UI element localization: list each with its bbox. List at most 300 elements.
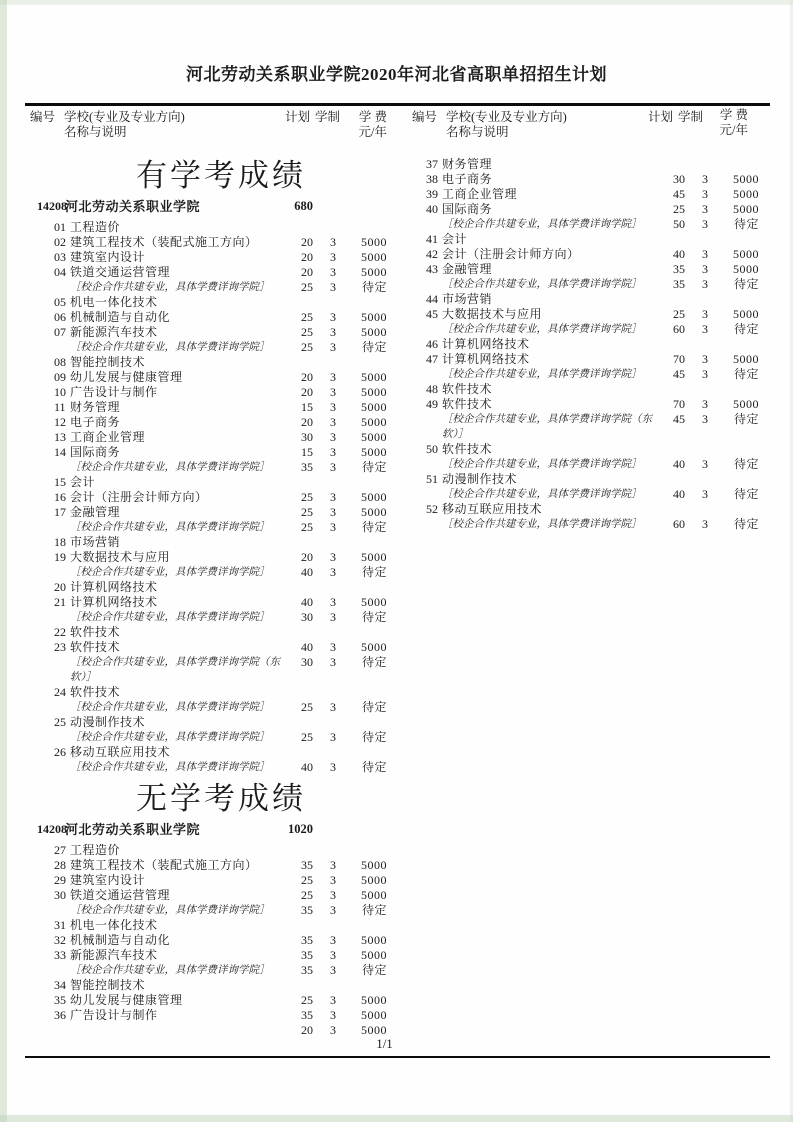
years-value: 3: [330, 963, 336, 977]
years-value: 3: [330, 385, 336, 399]
years-value: 3: [330, 1008, 336, 1022]
plan-value: 35: [301, 963, 313, 977]
fee-value: 待定: [361, 280, 387, 294]
fee-value: 待定: [361, 700, 387, 714]
fee-value: 5000: [361, 325, 387, 339]
fee-value: 5000: [361, 948, 387, 962]
plan-value: 60: [673, 517, 685, 531]
program-name: 移动互联应用技术: [442, 502, 543, 516]
years-value: 3: [702, 487, 708, 501]
years-value: 3: [702, 187, 708, 201]
program-number: 52: [426, 502, 438, 516]
plan-value: 70: [673, 352, 685, 366]
program-number: 34: [54, 978, 66, 992]
fee-value: 5000: [361, 400, 387, 414]
program-name: 大数据技术与应用: [70, 550, 171, 564]
years-value: 3: [330, 250, 336, 264]
fee-value: 5000: [361, 370, 387, 384]
program-number: 06: [54, 310, 66, 324]
plan-value: 20: [301, 265, 313, 279]
school-plan-total: 680: [294, 199, 313, 213]
fee-value: 5000: [733, 172, 759, 186]
plan-value: 30: [301, 610, 313, 624]
program-name: 国际商务: [442, 202, 493, 216]
program-name: 智能控制技术: [70, 355, 146, 369]
plan-value: 45: [673, 187, 685, 201]
program-number: 33: [54, 948, 66, 962]
program-number: 30: [54, 888, 66, 902]
plan-value: 45: [673, 412, 685, 426]
fee-value: 5000: [361, 250, 387, 264]
program-name: 计算机网络技术: [442, 352, 530, 366]
years-value: 3: [330, 730, 336, 744]
program-number: 46: [426, 337, 438, 351]
program-note-text: ［校企合作共建专业，具体学费详询学院］: [442, 489, 642, 500]
fee-value: 待定: [361, 460, 387, 474]
table-column-right: [402, 152, 759, 532]
fee-value: 5000: [361, 993, 387, 1007]
fee-value: 待定: [361, 730, 387, 744]
years-value: 3: [330, 415, 336, 429]
fee-value: 5000: [361, 265, 387, 279]
fee-value: 5000: [733, 247, 759, 261]
years-value: 3: [330, 490, 336, 504]
col-header-no-right: 编号: [412, 110, 438, 124]
program-name: 电子商务: [70, 415, 121, 429]
plan-value: 25: [673, 307, 685, 321]
program-number: 10: [54, 385, 66, 399]
plan-value: 20: [301, 235, 313, 249]
col-header-plan-left: 计划: [285, 110, 311, 124]
scan-edge-left: [0, 0, 7, 1122]
program-number: 31: [54, 918, 66, 932]
fee-value: 5000: [733, 397, 759, 411]
program-number: 01: [54, 220, 66, 234]
program-note-text: ［校企合作共建专业，具体学费详询学院］: [442, 519, 642, 530]
program-name: 财务管理: [442, 157, 493, 171]
plan-value: 25: [301, 700, 313, 714]
col-header-name-right: [446, 110, 567, 140]
program-name: 软件技术: [442, 382, 493, 396]
fee-value: 5000: [361, 595, 387, 609]
plan-value: 25: [301, 325, 313, 339]
program-note-text: ［校企合作共建专业，具体学费详询学院］: [442, 324, 642, 335]
program-note: [402, 457, 657, 472]
program-note: [30, 340, 285, 355]
plan-value: 35: [301, 933, 313, 947]
program-number: 39: [426, 187, 438, 201]
program-name: 移动互联应用技术: [70, 745, 171, 759]
program-number: 50: [426, 442, 438, 456]
years-value: 3: [702, 262, 708, 276]
col-header-no-left: 编号: [30, 110, 56, 124]
years-value: 3: [330, 1023, 336, 1037]
program-name: 铁道交通运营管理: [70, 265, 171, 279]
program-note: [30, 700, 285, 715]
years-value: 3: [330, 760, 336, 774]
years-value: 3: [330, 550, 336, 564]
program-name: 广告设计与制作: [70, 385, 158, 399]
years-value: 3: [330, 948, 336, 962]
fee-value: 待定: [733, 277, 759, 291]
years-value: 3: [330, 993, 336, 1007]
fee-value: 待定: [733, 217, 759, 231]
header-rule: [25, 103, 770, 106]
program-note-text: ［校企合作共建专业，具体学费详询学院］: [70, 702, 270, 713]
program-note-text: ［校企合作共建专业，具体学费详询学院］: [442, 219, 642, 230]
plan-value: 25: [301, 730, 313, 744]
program-number: 14: [54, 445, 66, 459]
fee-value: 5000: [733, 187, 759, 201]
program-row: [30, 640, 387, 669]
plan-value: 25: [301, 310, 313, 324]
school-code: 14208: [37, 822, 67, 836]
years-value: 3: [702, 277, 708, 291]
program-note: [402, 217, 657, 232]
program-number: 07: [54, 325, 66, 339]
col-header-years-left: 学制: [315, 110, 341, 124]
years-value: 3: [330, 400, 336, 414]
plan-value: 20: [301, 370, 313, 384]
program-note-text: ［校企合作共建专业，具体学费详询学院］: [70, 732, 270, 743]
section-title: 无学考成绩: [136, 781, 306, 816]
fee-value: 待定: [733, 412, 759, 426]
fee-value: 待定: [733, 487, 759, 501]
program-name: 会计: [70, 475, 96, 489]
col-header-fee-left: [342, 110, 387, 140]
program-note: [30, 655, 285, 685]
program-number: 16: [54, 490, 66, 504]
fee-value: 5000: [361, 415, 387, 429]
years-value: 3: [702, 217, 708, 231]
program-name: 建筑室内设计: [70, 873, 146, 887]
fee-value: 待定: [733, 517, 759, 531]
school-row: [30, 822, 387, 837]
program-number: 27: [54, 843, 66, 857]
fee-value: 待定: [361, 520, 387, 534]
plan-value: 40: [673, 457, 685, 471]
years-value: 3: [330, 610, 336, 624]
program-name: 工程造价: [70, 220, 121, 234]
program-name: 铁道交通运营管理: [70, 888, 171, 902]
years-value: 3: [330, 933, 336, 947]
years-value: 3: [702, 202, 708, 216]
program-row: [402, 397, 759, 426]
fee-value: 5000: [361, 550, 387, 564]
page-number: 1/1: [376, 1036, 393, 1051]
years-value: 3: [330, 325, 336, 339]
program-name: 计算机网络技术: [70, 580, 158, 594]
program-note: [30, 963, 285, 978]
program-name: 智能控制技术: [70, 978, 146, 992]
plan-value: 25: [301, 888, 313, 902]
program-number: 25: [54, 715, 66, 729]
years-value: 3: [330, 265, 336, 279]
program-name: 工商企业管理: [70, 430, 146, 444]
program-note-text: ［校企合作共建专业，具体学费详询学院］: [442, 459, 642, 470]
years-value: 3: [702, 457, 708, 471]
program-number: 20: [54, 580, 66, 594]
program-number: 38: [426, 172, 438, 186]
program-name: 软件技术: [70, 640, 121, 654]
program-name: 软件技术: [442, 442, 493, 456]
plan-value: 35: [673, 262, 685, 276]
years-value: 3: [330, 888, 336, 902]
fee-value: 5000: [361, 310, 387, 324]
program-note-text: ［校企合作共建专业，具体学费详询学院］: [70, 612, 270, 623]
years-value: 3: [702, 367, 708, 381]
program-name: 建筑工程技术（装配式施工方向）: [70, 858, 258, 872]
program-name: 会计: [442, 232, 468, 246]
years-value: 3: [702, 172, 708, 186]
program-note: [30, 610, 285, 625]
plan-value: 20: [301, 1023, 313, 1037]
plan-value: 25: [301, 340, 313, 354]
years-value: 3: [330, 565, 336, 579]
program-name: 机械制造与自动化: [70, 933, 171, 947]
fee-value: 待定: [361, 610, 387, 624]
document-title: 河北劳动关系职业学院2020年河北省高职单招招生计划: [186, 65, 607, 84]
program-number: 17: [54, 505, 66, 519]
program-note: [402, 517, 657, 532]
program-name: 工程造价: [70, 843, 121, 857]
fee-value: 5000: [361, 1023, 387, 1037]
years-value: 3: [330, 445, 336, 459]
col-header-name-line2: 名称与说明: [446, 125, 509, 139]
years-value: 3: [330, 460, 336, 474]
col-header-name-line2: 名称与说明: [64, 125, 127, 139]
program-note-text: ［校企合作共建专业，具体学费详询学院］: [442, 279, 642, 290]
program-name: 计算机网络技术: [442, 337, 530, 351]
program-number: 22: [54, 625, 66, 639]
program-name: 机电一体化技术: [70, 918, 158, 932]
plan-value: 40: [673, 247, 685, 261]
program-name: 会计（注册会计师方向）: [70, 490, 208, 504]
program-name: 国际商务: [70, 445, 121, 459]
program-name: 机电一体化技术: [70, 295, 158, 309]
program-number: 13: [54, 430, 66, 444]
plan-value: 35: [301, 948, 313, 962]
program-note-text: ［校企合作共建专业，具体学费详询学院］: [70, 905, 270, 916]
plan-value: 20: [301, 550, 313, 564]
fee-value: 待定: [361, 903, 387, 917]
fee-value: 5000: [733, 262, 759, 276]
years-value: 3: [702, 352, 708, 366]
program-number: 44: [426, 292, 438, 306]
fee-value: 5000: [361, 385, 387, 399]
years-value: 3: [330, 505, 336, 519]
plan-value: 20: [301, 385, 313, 399]
program-note: [30, 903, 285, 918]
program-note-text: ［校企合作共建专业，具体学费详询学院］: [70, 762, 270, 773]
fee-value: 5000: [361, 888, 387, 902]
program-note-text: ［校企合作共建专业，具体学费详询学院］: [442, 369, 642, 380]
program-name: 动漫制作技术: [442, 472, 518, 486]
col-header-plan-right: 计划: [648, 110, 674, 124]
program-note: [30, 565, 285, 580]
program-number: 08: [54, 355, 66, 369]
years-value: 3: [330, 903, 336, 917]
school-row: [30, 199, 387, 214]
program-name: 市场营销: [70, 535, 121, 549]
program-name: 软件技术: [70, 625, 121, 639]
program-note-text: ［校企合作共建专业，具体学费详询学院］: [70, 522, 270, 533]
col-header-fee-right: [703, 108, 748, 138]
plan-value: 25: [301, 505, 313, 519]
program-note: [30, 280, 285, 295]
program-number: 02: [54, 235, 66, 249]
plan-value: 35: [301, 903, 313, 917]
program-name: 金融管理: [70, 505, 121, 519]
plan-value: 60: [673, 322, 685, 336]
years-value: 3: [330, 370, 336, 384]
school-name: 河北劳动关系职业学院: [65, 199, 201, 214]
fee-value: 待定: [733, 367, 759, 381]
plan-value: 40: [301, 565, 313, 579]
fee-value: 5000: [361, 505, 387, 519]
col-header-fee-line1: 学 费: [358, 110, 387, 124]
col-header-name-line1: 学校(专业及专业方向): [446, 110, 567, 124]
section-title: 有学考成绩: [136, 158, 306, 193]
col-header-years-right: 学制: [678, 110, 704, 124]
fee-value: 待定: [733, 322, 759, 336]
years-value: 3: [330, 873, 336, 887]
years-value: 3: [702, 412, 708, 426]
years-value: 3: [702, 307, 708, 321]
program-note-text: ［校企合作共建专业，具体学费详询学院］: [70, 342, 270, 353]
fee-value: 待定: [361, 760, 387, 774]
program-number: 51: [426, 472, 438, 486]
program-number: 47: [426, 352, 438, 366]
fee-value: 5000: [361, 1008, 387, 1022]
program-name: 大数据技术与应用: [442, 307, 543, 321]
plan-value: 40: [301, 760, 313, 774]
fee-value: 5000: [361, 430, 387, 444]
fee-value: 5000: [361, 490, 387, 504]
plan-value: 35: [301, 858, 313, 872]
years-value: 3: [330, 640, 336, 654]
program-note: [30, 460, 285, 475]
years-value: 3: [702, 397, 708, 411]
program-note-text: ［校企合作共建专业，具体学费详询学院］: [70, 282, 270, 293]
fee-value: 待定: [361, 655, 387, 669]
program-number: 11: [54, 400, 66, 414]
program-number: 28: [54, 858, 66, 872]
program-number: 03: [54, 250, 66, 264]
plan-value: 25: [301, 993, 313, 1007]
program-number: 32: [54, 933, 66, 947]
program-number: 45: [426, 307, 438, 321]
plan-value: 25: [301, 873, 313, 887]
program-note: [402, 412, 657, 442]
fee-value: 5000: [733, 202, 759, 216]
years-value: 3: [330, 310, 336, 324]
fee-value: 5000: [733, 352, 759, 366]
program-number: 35: [54, 993, 66, 1007]
plan-value: 50: [673, 217, 685, 231]
program-number: 05: [54, 295, 66, 309]
years-value: 3: [330, 700, 336, 714]
program-name: 建筑工程技术（装配式施工方向）: [70, 235, 258, 249]
fee-value: 5000: [361, 445, 387, 459]
scan-edge-top: [0, 0, 793, 5]
plan-value: 25: [673, 202, 685, 216]
years-value: 3: [330, 520, 336, 534]
col-header-fee-line1: 学 费: [719, 108, 748, 122]
plan-value: 35: [301, 1008, 313, 1022]
years-value: 3: [330, 235, 336, 249]
program-number: 24: [54, 685, 66, 699]
program-number: 15: [54, 475, 66, 489]
plan-value: 30: [301, 430, 313, 444]
program-note: [30, 730, 285, 745]
program-note: [30, 760, 285, 775]
plan-value: 15: [301, 400, 313, 414]
school-plan-total: 1020: [288, 822, 313, 836]
years-value: 3: [330, 858, 336, 872]
program-name: 新能源汽车技术: [70, 948, 158, 962]
fee-value: 5000: [361, 873, 387, 887]
school-name: 河北劳动关系职业学院: [65, 822, 201, 837]
program-note-text: ［校企合作共建专业，具体学费详询学院（东软）］: [70, 657, 280, 683]
plan-value: 20: [301, 250, 313, 264]
program-note-text: ［校企合作共建专业，具体学费详询学院］: [70, 462, 270, 473]
years-value: 3: [330, 280, 336, 294]
program-note-text: ［校企合作共建专业，具体学费详询学院］: [70, 965, 270, 976]
plan-value: 20: [301, 415, 313, 429]
program-number: 19: [54, 550, 66, 564]
years-value: 3: [330, 595, 336, 609]
plan-value: 45: [673, 367, 685, 381]
program-note: [30, 520, 285, 535]
program-number: 40: [426, 202, 438, 216]
program-name: 财务管理: [70, 400, 121, 414]
plan-value: 40: [673, 487, 685, 501]
plan-value: 30: [301, 655, 313, 669]
scan-edge-bottom: [0, 1115, 793, 1122]
program-note: [402, 277, 657, 292]
plan-value: 35: [673, 277, 685, 291]
program-number: 42: [426, 247, 438, 261]
fee-value: 5000: [361, 640, 387, 654]
col-header-name-left: [64, 110, 185, 140]
footer-rule: [25, 1056, 770, 1058]
years-value: 3: [330, 340, 336, 354]
program-name: 计算机网络技术: [70, 595, 158, 609]
program-name: 会计（注册会计师方向）: [442, 247, 580, 261]
program-number: 04: [54, 265, 66, 279]
program-number: 48: [426, 382, 438, 396]
plan-value: 35: [301, 460, 313, 474]
school-code: 14208: [37, 199, 67, 213]
plan-value: 25: [301, 490, 313, 504]
plan-value: 25: [301, 520, 313, 534]
plan-value: 70: [673, 397, 685, 411]
plan-value: 40: [301, 640, 313, 654]
fee-value: 待定: [361, 963, 387, 977]
fee-value: 待定: [361, 565, 387, 579]
fee-value: 5000: [361, 235, 387, 249]
years-value: 3: [702, 517, 708, 531]
program-name: 建筑室内设计: [70, 250, 146, 264]
program-name: 广告设计与制作: [70, 1008, 158, 1022]
program-number: 23: [54, 640, 66, 654]
program-number: 21: [54, 595, 66, 609]
program-name: 电子商务: [442, 172, 493, 186]
program-row: [30, 1008, 387, 1037]
col-header-name-line1: 学校(专业及专业方向): [64, 110, 185, 124]
program-note: [402, 367, 657, 382]
